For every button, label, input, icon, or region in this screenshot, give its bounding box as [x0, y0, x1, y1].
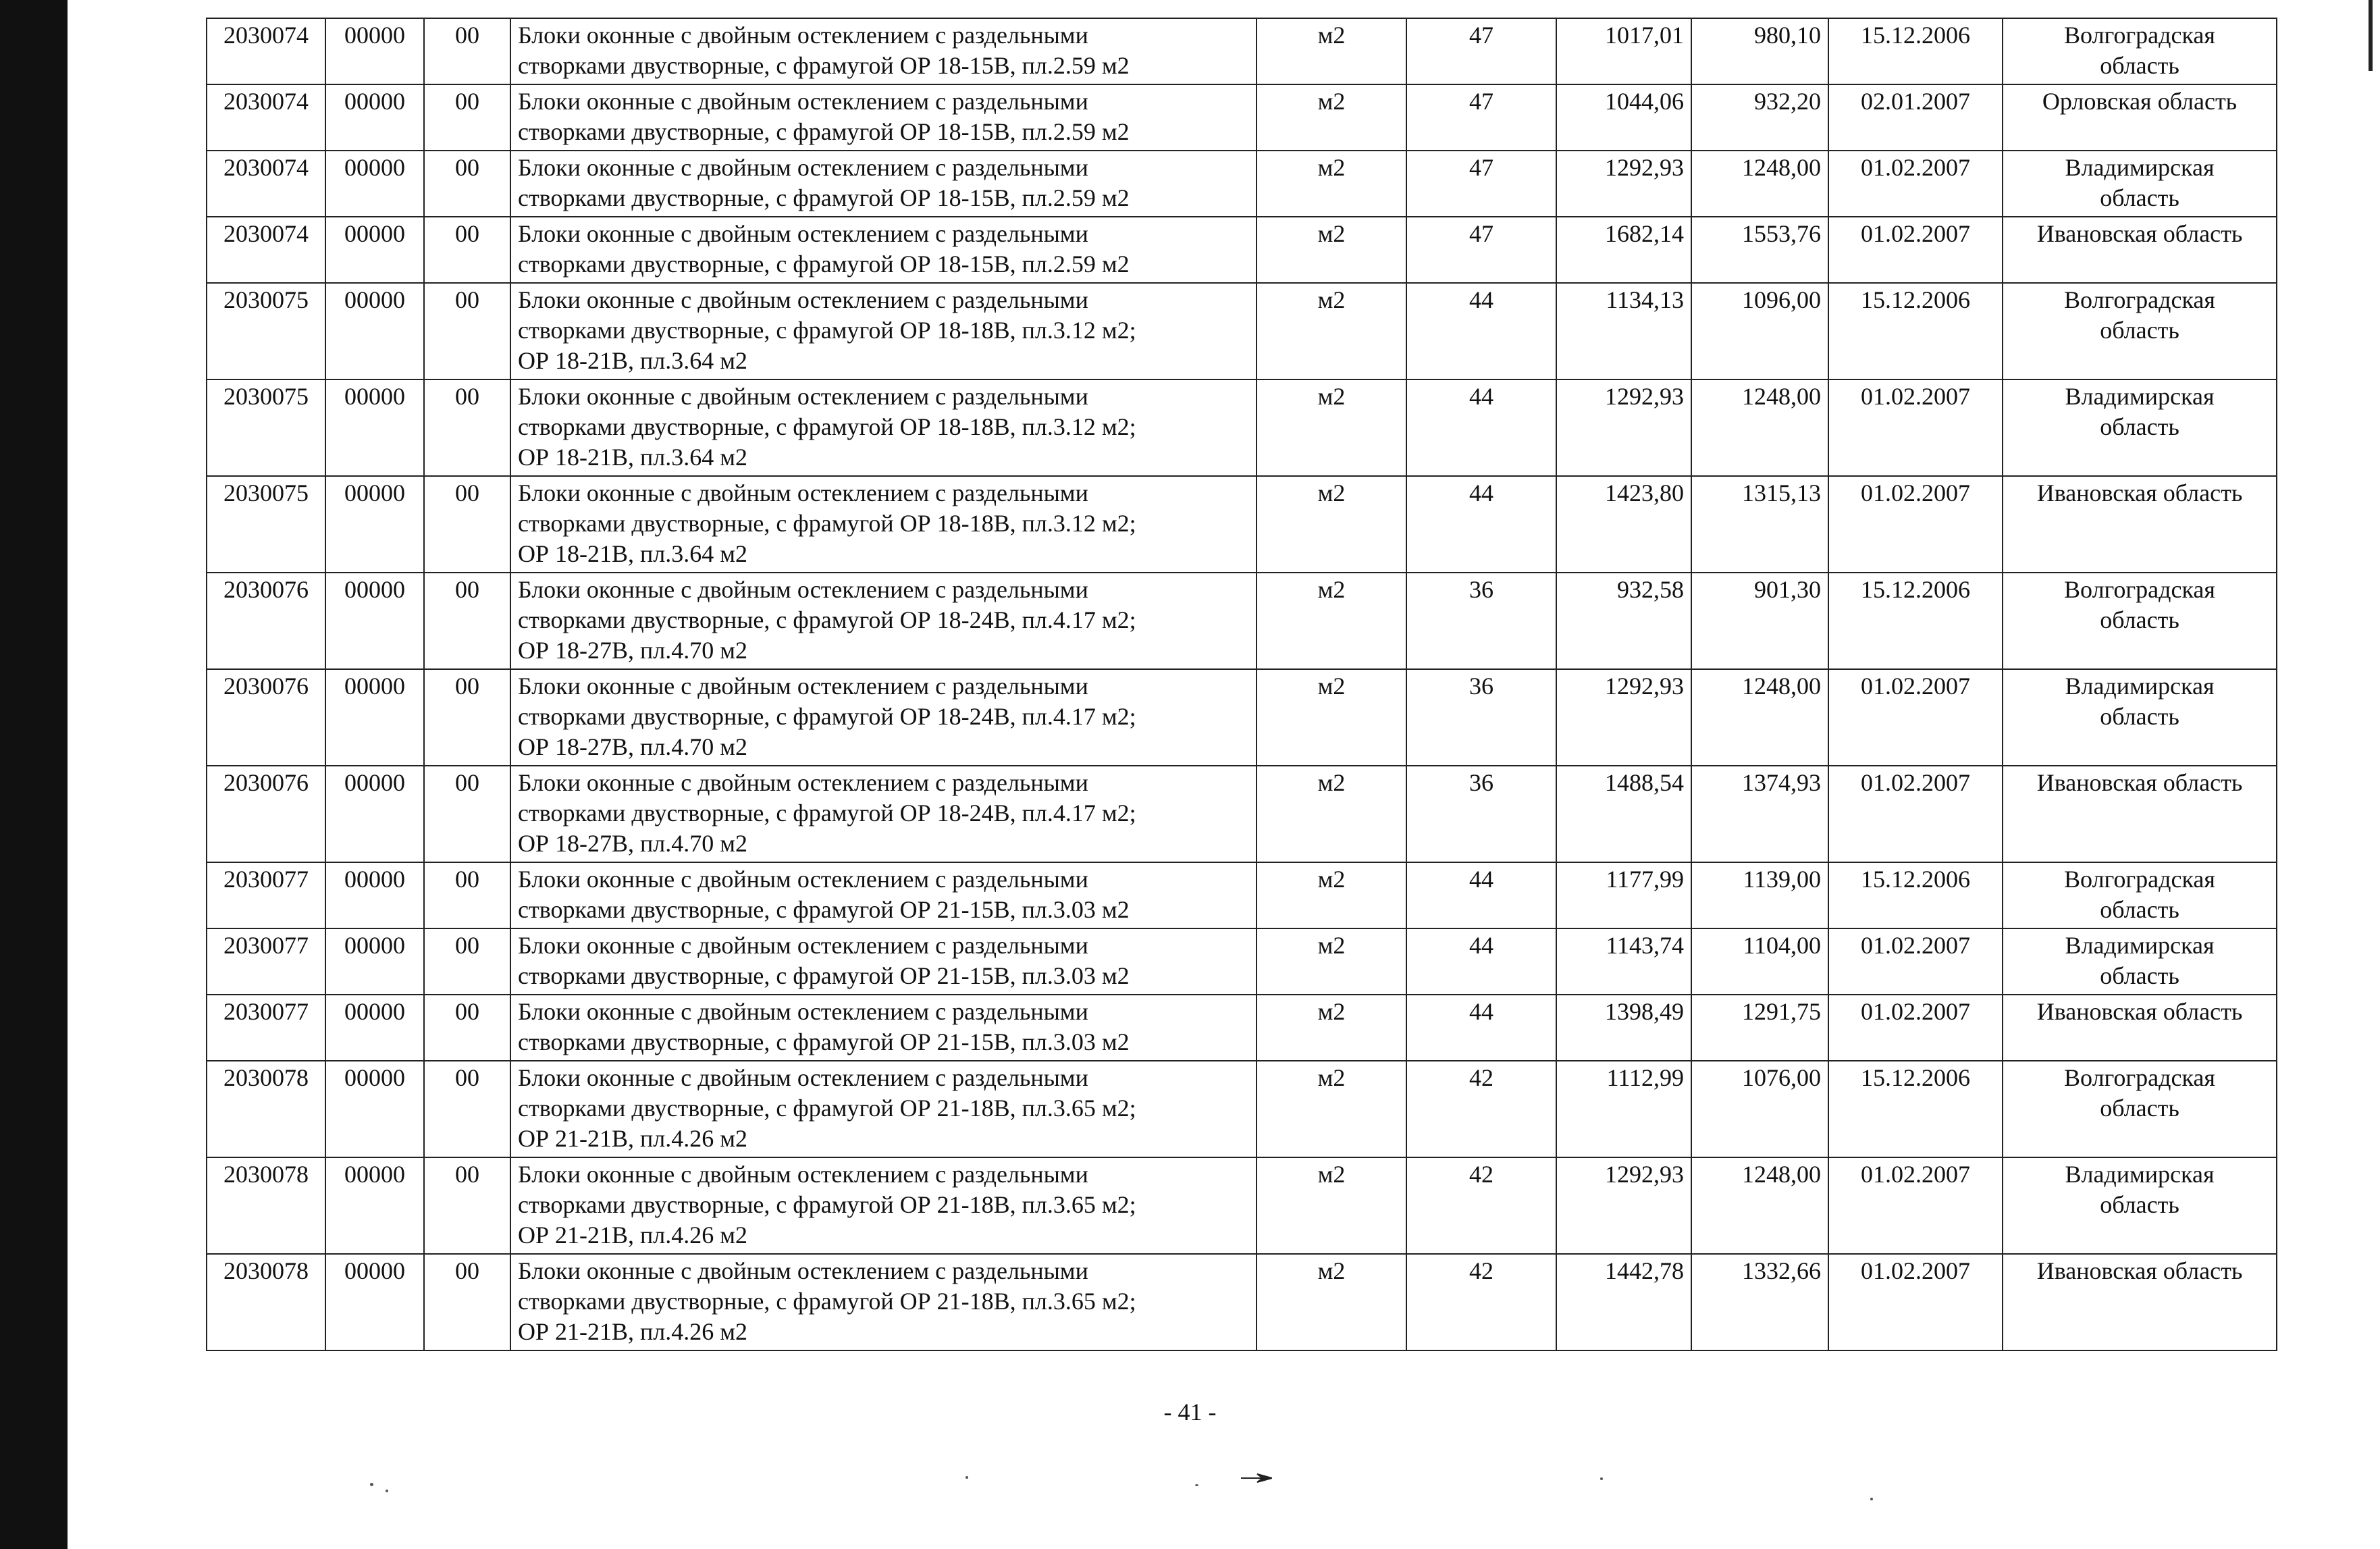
region-line: Ивановская область	[2036, 998, 2243, 1025]
description-line: Блоки оконные с двойным остеклением с раздельными	[518, 673, 1088, 700]
price-base-cell: 980,10	[1691, 18, 1828, 84]
unit-cell: м2	[1257, 669, 1406, 766]
quantity-cell: 47	[1406, 151, 1556, 217]
description-line: ОР 18-21В, пл.3.64 м2	[518, 540, 748, 567]
item-code-cell: 2030077	[207, 928, 325, 995]
description-line: створками двустворные, с фрамугой ОР 21-15В, пл.3.03 м2	[518, 896, 1130, 923]
price-table-container	[206, 18, 2277, 1351]
quantity-cell: 42	[1406, 1157, 1556, 1254]
subcode-1-cell: 00000	[325, 84, 424, 151]
item-code-cell: 2030074	[207, 217, 325, 283]
region-line: область	[2100, 413, 2179, 440]
table-row	[207, 862, 2277, 928]
scan-speck	[1870, 1498, 1873, 1500]
description-line: ОР 21-21В, пл.4.26 м2	[518, 1222, 748, 1249]
unit-cell: м2	[1257, 18, 1406, 84]
subcode-1-cell: 00000	[325, 1254, 424, 1350]
quantity-cell: 44	[1406, 283, 1556, 379]
price-with-vat-cell: 1112,99	[1556, 1061, 1691, 1157]
description-cell	[510, 151, 1257, 217]
table-row	[207, 1157, 2277, 1254]
subcode-2-cell: 00	[424, 151, 510, 217]
region-cell	[2003, 995, 2277, 1061]
subcode-2-cell: 00	[424, 18, 510, 84]
region-cell	[2003, 1157, 2277, 1254]
description-cell	[510, 476, 1257, 573]
subcode-2-cell: 00	[424, 995, 510, 1061]
subcode-2-cell: 00	[424, 283, 510, 379]
description-line: створками двустворные, с фрамугой ОР 21-18В, пл.3.65 м2;	[518, 1191, 1136, 1218]
subcode-1-cell: 00000	[325, 669, 424, 766]
price-base-cell: 1139,00	[1691, 862, 1828, 928]
price-base-cell: 1248,00	[1691, 151, 1828, 217]
quantity-cell: 44	[1406, 995, 1556, 1061]
description-line: ОР 18-21В, пл.3.64 м2	[518, 347, 748, 374]
subcode-1-cell: 00000	[325, 1157, 424, 1254]
quantity-cell: 44	[1406, 476, 1556, 573]
unit-cell: м2	[1257, 84, 1406, 151]
table-row	[207, 573, 2277, 669]
region-line: область	[2100, 317, 2179, 344]
description-cell	[510, 217, 1257, 283]
item-code-cell: 2030077	[207, 995, 325, 1061]
subcode-1-cell: 00000	[325, 217, 424, 283]
item-code-cell: 2030076	[207, 669, 325, 766]
quantity-cell: 44	[1406, 379, 1556, 476]
unit-cell: м2	[1257, 928, 1406, 995]
date-cell: 15.12.2006	[1828, 283, 2003, 379]
region-line: Ивановская область	[2036, 220, 2243, 247]
description-line: Блоки оконные с двойным остеклением с раздельными	[518, 998, 1088, 1025]
subcode-2-cell: 00	[424, 217, 510, 283]
date-cell: 01.02.2007	[1828, 669, 2003, 766]
region-cell	[2003, 18, 2277, 84]
unit-cell: м2	[1257, 1061, 1406, 1157]
description-line: Блоки оконные с двойным остеклением с раздельными	[518, 1161, 1088, 1188]
description-line: створками двустворные, с фрамугой ОР 18-15В, пл.2.59 м2	[518, 118, 1130, 145]
table-row	[207, 18, 2277, 84]
quantity-cell: 47	[1406, 217, 1556, 283]
region-cell	[2003, 669, 2277, 766]
item-code-cell: 2030075	[207, 379, 325, 476]
description-line: створками двустворные, с фрамугой ОР 18-15В, пл.2.59 м2	[518, 251, 1130, 278]
description-cell	[510, 1061, 1257, 1157]
price-with-vat-cell: 1177,99	[1556, 862, 1691, 928]
description-line: створками двустворные, с фрамугой ОР 18-24В, пл.4.17 м2;	[518, 703, 1136, 730]
region-cell	[2003, 862, 2277, 928]
region-line: область	[2100, 896, 2179, 923]
scan-arrow-mark	[1241, 1473, 1272, 1483]
price-with-vat-cell: 1017,01	[1556, 18, 1691, 84]
subcode-2-cell: 00	[424, 1254, 510, 1350]
date-cell: 15.12.2006	[1828, 862, 2003, 928]
description-line: створками двустворные, с фрамугой ОР 18-18В, пл.3.12 м2;	[518, 317, 1136, 344]
item-code-cell: 2030074	[207, 84, 325, 151]
unit-cell: м2	[1257, 283, 1406, 379]
region-line: Владимирская	[2065, 673, 2215, 700]
scan-edge-shadow	[0, 0, 68, 1549]
table-row	[207, 1254, 2277, 1350]
description-line: створками двустворные, с фрамугой ОР 18-15В, пл.2.59 м2	[518, 52, 1130, 79]
table-row	[207, 84, 2277, 151]
table-row	[207, 379, 2277, 476]
subcode-2-cell: 00	[424, 476, 510, 573]
subcode-2-cell: 00	[424, 766, 510, 862]
price-base-cell: 1553,76	[1691, 217, 1828, 283]
region-line: область	[2100, 1191, 2179, 1218]
region-line: Ивановская область	[2036, 1257, 2243, 1284]
unit-cell: м2	[1257, 379, 1406, 476]
description-line: Блоки оконные с двойным остеклением с раздельными	[518, 220, 1088, 247]
description-line: Блоки оконные с двойным остеклением с раздельными	[518, 932, 1088, 959]
quantity-cell: 44	[1406, 928, 1556, 995]
item-code-cell: 2030074	[207, 18, 325, 84]
description-line: Блоки оконные с двойным остеклением с раздельными	[518, 866, 1088, 893]
scan-speck	[1600, 1477, 1603, 1480]
description-line: створками двустворные, с фрамугой ОР 18-24В, пл.4.17 м2;	[518, 799, 1136, 826]
description-cell	[510, 379, 1257, 476]
price-base-cell: 1374,93	[1691, 766, 1828, 862]
date-cell: 01.02.2007	[1828, 1254, 2003, 1350]
description-line: створками двустворные, с фрамугой ОР 21-18В, пл.3.65 м2;	[518, 1095, 1136, 1122]
table-row	[207, 1061, 2277, 1157]
description-line: Блоки оконные с двойным остеклением с раздельными	[518, 1257, 1088, 1284]
price-base-cell: 932,20	[1691, 84, 1828, 151]
quantity-cell: 47	[1406, 84, 1556, 151]
date-cell: 01.02.2007	[1828, 151, 2003, 217]
region-line: область	[2100, 606, 2179, 633]
subcode-2-cell: 00	[424, 1061, 510, 1157]
description-cell	[510, 1254, 1257, 1350]
price-table	[206, 18, 2277, 1351]
description-line: створками двустворные, с фрамугой ОР 18-15В, пл.2.59 м2	[518, 184, 1130, 211]
subcode-1-cell: 00000	[325, 573, 424, 669]
table-row	[207, 476, 2277, 573]
region-line: область	[2100, 962, 2179, 989]
region-cell	[2003, 766, 2277, 862]
region-cell	[2003, 151, 2277, 217]
region-cell	[2003, 217, 2277, 283]
date-cell: 01.02.2007	[1828, 766, 2003, 862]
description-line: створками двустворные, с фрамугой ОР 21-18В, пл.3.65 м2;	[518, 1288, 1136, 1315]
subcode-1-cell: 00000	[325, 283, 424, 379]
description-cell	[510, 862, 1257, 928]
description-line: створками двустворные, с фрамугой ОР 21-15В, пл.3.03 м2	[518, 962, 1130, 989]
price-base-cell: 1332,66	[1691, 1254, 1828, 1350]
subcode-2-cell: 00	[424, 928, 510, 995]
region-cell	[2003, 283, 2277, 379]
quantity-cell: 44	[1406, 862, 1556, 928]
scan-speck	[966, 1476, 968, 1479]
table-row	[207, 995, 2277, 1061]
price-with-vat-cell: 1682,14	[1556, 217, 1691, 283]
region-line: Владимирская	[2065, 932, 2215, 959]
price-with-vat-cell: 1292,93	[1556, 1157, 1691, 1254]
table-row	[207, 669, 2277, 766]
description-line: ОР 18-21В, пл.3.64 м2	[518, 444, 748, 471]
description-line: ОР 21-21В, пл.4.26 м2	[518, 1318, 748, 1345]
region-line: область	[2100, 52, 2179, 79]
price-base-cell: 901,30	[1691, 573, 1828, 669]
price-base-cell: 1248,00	[1691, 379, 1828, 476]
region-line: Ивановская область	[2036, 479, 2243, 506]
scan-speck	[1195, 1484, 1198, 1486]
scan-speck	[386, 1490, 388, 1492]
subcode-2-cell: 00	[424, 862, 510, 928]
item-code-cell: 2030077	[207, 862, 325, 928]
price-with-vat-cell: 1442,78	[1556, 1254, 1691, 1350]
region-line: Владимирская	[2065, 154, 2215, 181]
description-line: створками двустворные, с фрамугой ОР 21-15В, пл.3.03 м2	[518, 1028, 1130, 1055]
date-cell: 01.02.2007	[1828, 217, 2003, 283]
subcode-2-cell: 00	[424, 1157, 510, 1254]
price-with-vat-cell: 1143,74	[1556, 928, 1691, 995]
price-with-vat-cell: 1134,13	[1556, 283, 1691, 379]
date-cell: 01.02.2007	[1828, 995, 2003, 1061]
price-with-vat-cell: 1292,93	[1556, 151, 1691, 217]
region-cell	[2003, 476, 2277, 573]
description-line: Блоки оконные с двойным остеклением с раздельными	[518, 383, 1088, 410]
region-line: Волгоградская	[2064, 866, 2215, 893]
quantity-cell: 36	[1406, 766, 1556, 862]
region-cell	[2003, 928, 2277, 995]
price-base-cell: 1104,00	[1691, 928, 1828, 995]
description-line: Блоки оконные с двойным остеклением с раздельными	[518, 88, 1088, 115]
quantity-cell: 47	[1406, 18, 1556, 84]
page-number: - 41 -	[1163, 1398, 1217, 1425]
item-code-cell: 2030076	[207, 573, 325, 669]
description-cell	[510, 573, 1257, 669]
description-cell	[510, 18, 1257, 84]
price-base-cell: 1315,13	[1691, 476, 1828, 573]
price-with-vat-cell: 1292,93	[1556, 669, 1691, 766]
description-line: створками двустворные, с фрамугой ОР 18-24В, пл.4.17 м2;	[518, 606, 1136, 633]
region-cell	[2003, 379, 2277, 476]
description-cell	[510, 766, 1257, 862]
unit-cell: м2	[1257, 217, 1406, 283]
unit-cell: м2	[1257, 995, 1406, 1061]
table-row	[207, 766, 2277, 862]
subcode-1-cell: 00000	[325, 928, 424, 995]
price-base-cell: 1248,00	[1691, 1157, 1828, 1254]
region-line: Волгоградская	[2064, 576, 2215, 603]
region-line: область	[2100, 1095, 2179, 1122]
item-code-cell: 2030078	[207, 1254, 325, 1350]
subcode-1-cell: 00000	[325, 18, 424, 84]
description-line: Блоки оконные с двойным остеклением с раздельными	[518, 769, 1088, 796]
unit-cell: м2	[1257, 151, 1406, 217]
subcode-1-cell: 00000	[325, 862, 424, 928]
subcode-1-cell: 00000	[325, 995, 424, 1061]
region-line: Волгоградская	[2064, 22, 2215, 49]
region-cell	[2003, 1061, 2277, 1157]
unit-cell: м2	[1257, 573, 1406, 669]
item-code-cell: 2030076	[207, 766, 325, 862]
subcode-1-cell: 00000	[325, 1061, 424, 1157]
price-with-vat-cell: 1292,93	[1556, 379, 1691, 476]
item-code-cell: 2030078	[207, 1061, 325, 1157]
price-base-cell: 1291,75	[1691, 995, 1828, 1061]
region-line: Орловская область	[2042, 88, 2238, 115]
region-line: область	[2100, 184, 2179, 211]
table-row	[207, 283, 2277, 379]
description-line: Блоки оконные с двойным остеклением с раздельными	[518, 576, 1088, 603]
quantity-cell: 36	[1406, 573, 1556, 669]
scan-edge-mark	[2369, 0, 2373, 71]
quantity-cell: 36	[1406, 669, 1556, 766]
table-row	[207, 217, 2277, 283]
unit-cell: м2	[1257, 1157, 1406, 1254]
description-line: створками двустворные, с фрамугой ОР 18-18В, пл.3.12 м2;	[518, 510, 1136, 537]
description-cell	[510, 1157, 1257, 1254]
description-cell	[510, 995, 1257, 1061]
date-cell: 01.02.2007	[1828, 1157, 2003, 1254]
price-base-cell: 1248,00	[1691, 669, 1828, 766]
price-with-vat-cell: 932,58	[1556, 573, 1691, 669]
description-line: Блоки оконные с двойным остеклением с раздельными	[518, 154, 1088, 181]
date-cell: 01.02.2007	[1828, 476, 2003, 573]
item-code-cell: 2030078	[207, 1157, 325, 1254]
subcode-1-cell: 00000	[325, 151, 424, 217]
region-cell	[2003, 1254, 2277, 1350]
description-cell	[510, 928, 1257, 995]
scan-speck	[370, 1483, 373, 1486]
price-with-vat-cell: 1488,54	[1556, 766, 1691, 862]
subcode-2-cell: 00	[424, 573, 510, 669]
region-cell	[2003, 84, 2277, 151]
unit-cell: м2	[1257, 862, 1406, 928]
quantity-cell: 42	[1406, 1254, 1556, 1350]
date-cell: 15.12.2006	[1828, 18, 2003, 84]
unit-cell: м2	[1257, 766, 1406, 862]
region-line: Ивановская область	[2036, 769, 2243, 796]
price-with-vat-cell: 1398,49	[1556, 995, 1691, 1061]
region-line: область	[2100, 703, 2179, 730]
description-line: ОР 21-21В, пл.4.26 м2	[518, 1125, 748, 1152]
date-cell: 01.02.2007	[1828, 928, 2003, 995]
table-body	[207, 18, 2277, 1350]
description-line: ОР 18-27В, пл.4.70 м2	[518, 830, 748, 857]
description-line: створками двустворные, с фрамугой ОР 18-18В, пл.3.12 м2;	[518, 413, 1136, 440]
table-row	[207, 928, 2277, 995]
subcode-2-cell: 00	[424, 379, 510, 476]
price-with-vat-cell: 1423,80	[1556, 476, 1691, 573]
price-with-vat-cell: 1044,06	[1556, 84, 1691, 151]
description-line: Блоки оконные с двойным остеклением с раздельными	[518, 286, 1088, 313]
item-code-cell: 2030075	[207, 283, 325, 379]
subcode-1-cell: 00000	[325, 766, 424, 862]
subcode-1-cell: 00000	[325, 379, 424, 476]
region-line: Владимирская	[2065, 1161, 2215, 1188]
subcode-2-cell: 00	[424, 669, 510, 766]
unit-cell: м2	[1257, 1254, 1406, 1350]
date-cell: 01.02.2007	[1828, 379, 2003, 476]
description-line: Блоки оконные с двойным остеклением с раздельными	[518, 1064, 1088, 1091]
description-cell	[510, 84, 1257, 151]
description-cell	[510, 669, 1257, 766]
item-code-cell: 2030074	[207, 151, 325, 217]
region-line: Владимирская	[2065, 383, 2215, 410]
description-line: Блоки оконные с двойным остеклением с раздельными	[518, 479, 1088, 506]
subcode-2-cell: 00	[424, 84, 510, 151]
description-line: ОР 18-27В, пл.4.70 м2	[518, 637, 748, 664]
region-line: Волгоградская	[2064, 286, 2215, 313]
region-cell	[2003, 573, 2277, 669]
date-cell: 15.12.2006	[1828, 573, 2003, 669]
date-cell: 15.12.2006	[1828, 1061, 2003, 1157]
quantity-cell: 42	[1406, 1061, 1556, 1157]
description-cell	[510, 283, 1257, 379]
unit-cell: м2	[1257, 476, 1406, 573]
date-cell: 02.01.2007	[1828, 84, 2003, 151]
region-line: Волгоградская	[2064, 1064, 2215, 1091]
subcode-1-cell: 00000	[325, 476, 424, 573]
description-line: ОР 18-27В, пл.4.70 м2	[518, 733, 748, 760]
price-base-cell: 1076,00	[1691, 1061, 1828, 1157]
description-line: Блоки оконные с двойным остеклением с раздельными	[518, 22, 1088, 49]
table-row	[207, 151, 2277, 217]
price-base-cell: 1096,00	[1691, 283, 1828, 379]
item-code-cell: 2030075	[207, 476, 325, 573]
